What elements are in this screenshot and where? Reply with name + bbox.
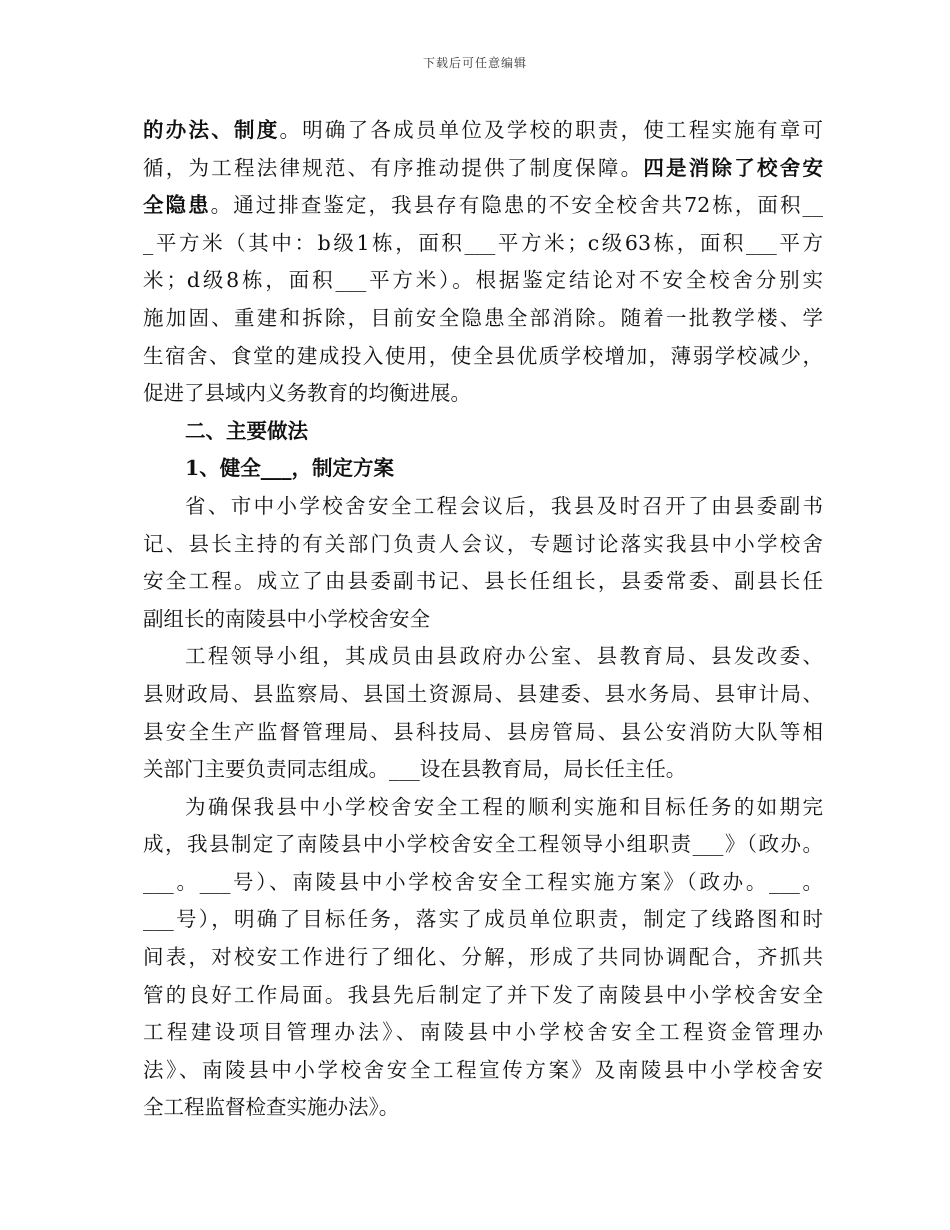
body-line [143, 375, 823, 413]
subsection-heading-text: 1、健全___，制定方案 [185, 456, 395, 481]
text-run: 。通过排查鉴定，我县存有隐患的不安全校舍共72栋，面积__ [210, 193, 824, 218]
text-run: 记、县长主持的有关部门负责人会议，专题讨论落实我县中小学校舍 [143, 531, 823, 556]
body-line [143, 563, 823, 601]
text-run: 关部门主要负责同志组成。___设在县教育局，局长任主任。 [143, 757, 687, 782]
body-line [143, 488, 823, 526]
text-run: 间表，对校安工作进行了细化、分解，形成了共同协调配合，齐抓共 [143, 945, 823, 970]
body-line [143, 150, 823, 188]
subsection-heading [143, 450, 823, 488]
text-run: 工程建设项目管理办法》、南陵县中小学校舍安全工程资金管理办 [143, 1020, 823, 1045]
text-run: 生宿舍、食堂的建成投入使用，使全县优质学校增加，薄弱学校减少， [143, 343, 823, 368]
body-line [143, 714, 823, 752]
text-run: 省、市中小学校舍安全工程会议后，我县及时召开了由县委副书 [185, 493, 823, 518]
text-run: 县安全生产监督管理局、县科技局、县房管局、县公安消防大队等相 [143, 719, 823, 744]
body-line [143, 1089, 823, 1127]
body-line [143, 187, 823, 225]
body-line [143, 338, 823, 376]
body-line [143, 826, 823, 864]
text-run: 循，为工程法律规范、有序推动提供了制度保障。 [143, 155, 644, 180]
text-run: 促进了县域内义务教育的均衡进展。 [143, 381, 471, 406]
section-heading [143, 413, 823, 451]
text-run: 副组长的南陵县中小学校舍安全 [143, 606, 430, 631]
text-run: 全工程监督检查实施办法》。 [143, 1095, 400, 1120]
text-run: 。明确了各成员单位及学校的职责，使工程实施有章可 [279, 118, 824, 142]
text-run: 施加固、重建和拆除，目前安全隐患全部消除。随着一批教学楼、学 [143, 305, 823, 330]
text-run: 成，我县制定了南陵县中小学校舍安全工程领导小组职责___》（政办。 [143, 832, 823, 857]
body-line [143, 676, 823, 714]
body-line [143, 300, 823, 338]
bold-phrase: 全隐患 [143, 193, 211, 218]
body-line [143, 601, 823, 639]
text-run: ___。___号）、南陵县中小学校舍安全工程实施方案》（政办。___。 [143, 869, 823, 894]
bold-phrase: 四是消除了校舍安 [643, 155, 824, 180]
body-line [143, 977, 823, 1015]
body-line [143, 901, 823, 939]
text-run: _平方米（其中：b级1栋，面积___平方米；c级63栋，面积___平方 [143, 230, 823, 255]
body-line [143, 939, 823, 977]
body-line [143, 225, 823, 263]
document-body [143, 112, 823, 1127]
body-line [143, 112, 823, 150]
body-line [143, 526, 823, 564]
body-line [143, 638, 823, 676]
text-run: ___号），明确了目标任务，落实了成员单位职责，制定了线路图和时 [143, 907, 823, 932]
page-header: 下载后可任意编辑 [422, 56, 527, 70]
text-run: 安全工程。成立了由县委副书记、县长任组长，县委常委、副县长任 [143, 569, 823, 594]
text-run: 工程领导小组，其成员由县政府办公室、县教育局、县发改委、 [185, 644, 823, 669]
text-run: 法》、南陵县中小学校舍安全工程宣传方案》及南陵县中小学校舍安 [143, 1057, 823, 1082]
body-line [143, 1014, 823, 1052]
body-line [143, 789, 823, 827]
body-line [143, 751, 823, 789]
body-line [143, 864, 823, 902]
text-run: 县财政局、县监察局、县国土资源局、县建委、县水务局、县审计局、 [143, 681, 823, 706]
body-line [143, 1052, 823, 1090]
text-run: 管的良好工作局面。我县先后制定了并下发了南陵县中小学校舍安全 [143, 982, 823, 1007]
section-heading-text: 二、主要做法 [185, 418, 308, 443]
text-run: 米；d级8栋，面积___平方米）。根据鉴定结论对不安全校舍分别实 [143, 268, 823, 293]
bold-phrase: 的办法、制度 [143, 118, 280, 142]
body-line [143, 262, 823, 300]
text-run: 为确保我县中小学校舍安全工程的顺利实施和目标任务的如期完 [185, 794, 823, 819]
